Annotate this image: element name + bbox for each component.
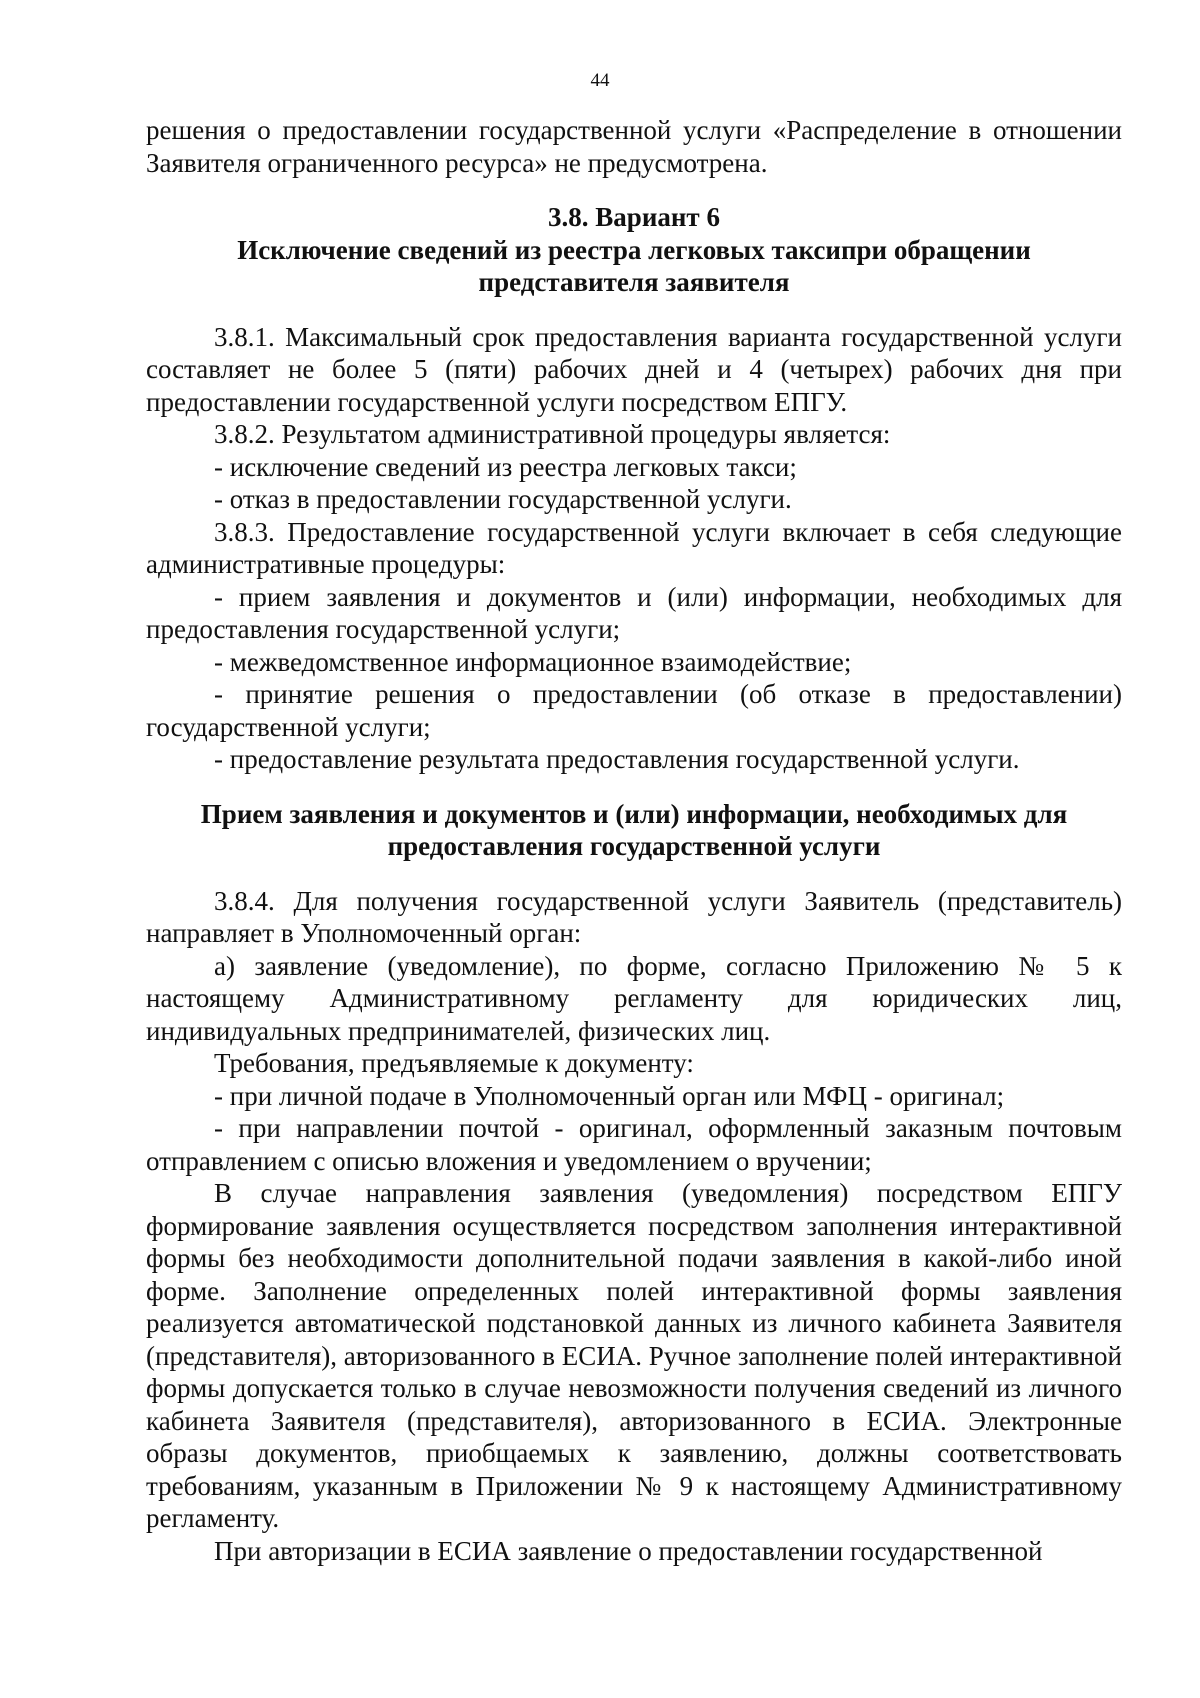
list-item-procedure-decision: - принятие решения о предоставлении (об отказе в предоставлении) государственной услуги; <box>146 679 1122 742</box>
list-item-procedure-result: - предоставление результата предоставления государственной услуги. <box>214 744 1020 774</box>
list-item-procedure-reception: - прием заявления и документов и (или) информации, необходимых для предоставления государственной услуги; <box>146 581 1122 644</box>
paragraph-requirements: Требования, предъявляемые к документу: <box>214 1048 694 1078</box>
subsection-heading-line-2: предоставления государственной услуги <box>387 831 881 861</box>
list-item-postal-submission: - при направлении почтой - оригинал, оформленный заказным почтовым отправлением с описью вложения и уведомлением о вручении; <box>146 1113 1122 1176</box>
section-heading-line-3: представителя заявителя <box>478 267 790 297</box>
section-heading <box>146 201 1122 299</box>
paragraph-esia-authorization: При авторизации в ЕСИА заявление о предоставлении государственной <box>214 1535 1043 1566</box>
document-body <box>146 114 1122 1567</box>
list-item-personal-submission: - при личной подаче в Уполномоченный орган или МФЦ - оригинал; <box>214 1080 1005 1111</box>
paragraph-3-8-4: 3.8.4. Для получения государственной услуги Заявитель (представитель) направляет в Уполномоченный орган: <box>146 885 1122 948</box>
list-item-procedure-interaction: - межведомственное информационное взаимодействие; <box>214 646 852 677</box>
paragraph-3-8-3: 3.8.3. Предоставление государственной услуги включает в себя следующие административные процедуры: <box>146 516 1122 579</box>
page-number: 44 <box>590 70 610 91</box>
paragraph-epgu-submission: В случае направления заявления (уведомления) посредством ЕПГУ формирование заявления осуществляется посредством заполнения интерактивной формы без необходимости дополнительной подачи заявления в какой-либо иной форме. Заполнение определенных полей интерактивной формы заявления реализуется автоматической подстановкой данных из личного кабинета Заявителя (представителя), авторизованного в ЕСИА. Ручное заполнение полей интерактивной формы допускается только в случае невозможности получения сведений из личного кабинета Заявителя (представителя), авторизованного в ЕСИА. Электронные образы документов, приобщаемых к заявлению, должны соответствовать требованиям, указанным в Приложении № 9 к настоящему Административному регламенту. <box>146 1178 1122 1533</box>
subsection-heading-line-1: Прием заявления и документов и (или) информации, необходимых для <box>200 798 1068 829</box>
list-item-result-exclusion: - исключение сведений из реестра легковых такси; <box>214 451 797 482</box>
intro-paragraph: решения о предоставлении государственной услуги «Распределение в отношении Заявителя ограниченного ресурса» не предусмотрена. <box>146 115 1122 178</box>
list-item-result-refusal: - отказ в предоставлении государственной услуги. <box>214 484 792 514</box>
section-heading-line-2: Исключение сведений из реестра легковых таксипри обращении <box>237 234 1031 265</box>
paragraph-3-8-1: 3.8.1. Максимальный срок предоставления варианта государственной услуги составляет не более 5 (пяти) рабочих дней и 4 (четырех) рабочих дня при предоставлении государственной услуги посредством ЕПГУ. <box>146 321 1122 417</box>
paragraph-3-8-2: 3.8.2. Результатом административной процедуры является: <box>214 419 891 449</box>
section-heading-line-1: 3.8. Вариант 6 <box>548 202 720 232</box>
subsection-heading <box>146 798 1122 863</box>
paragraph-item-a: а) заявление (уведомление), по форме, согласно Приложению № 5 к настоящему Административному регламенту для юридических лиц, индивидуальных предпринимателей, физических лиц. <box>146 950 1122 1046</box>
